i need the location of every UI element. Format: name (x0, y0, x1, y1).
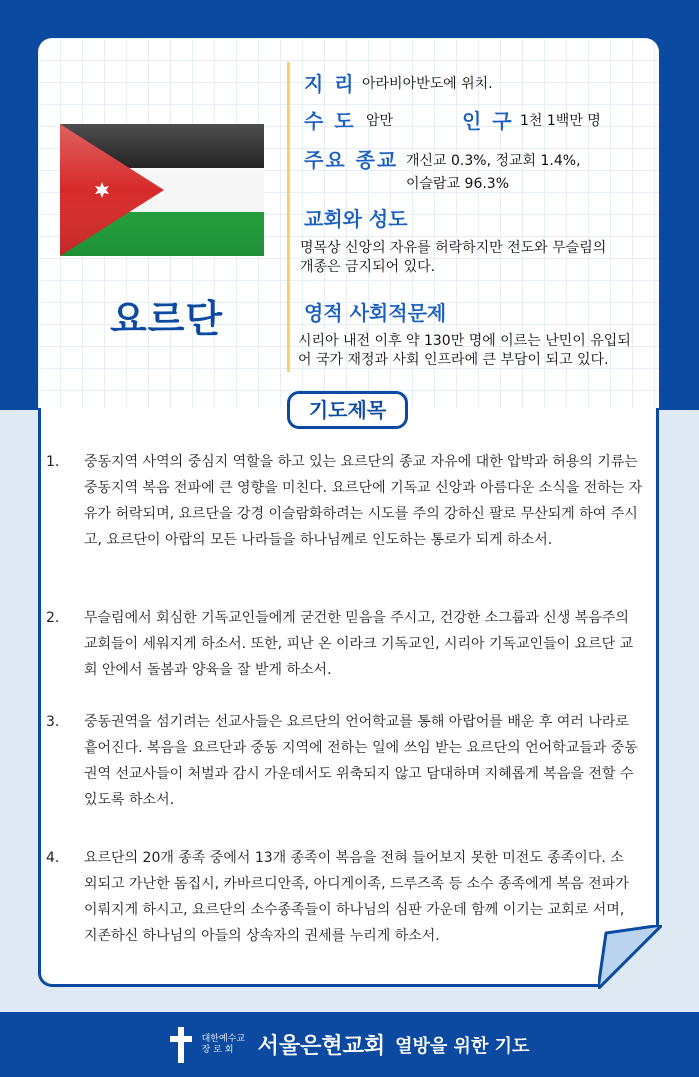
prayer-item-text: 요르단의 20개 종족 중에서 13개 종족이 복음을 전혀 들어보지 못한 미전도 종족이다. 소외되고 가난한 돔집시, 카바르디안족, 아디게이족, 드루즈족 등 소수 종족에게 복음 전파가 이뤄지게 하시고, 요르단의 소수종족들이 하나님의 심판 가운데 함께 이기는 교회로 서며, 지존하신 하나님의 아들의 상속자의 권세를 누리게 하소서. (84, 850, 629, 944)
religion-value-line1: 개신교 0.3%, 정교회 1.4%, (406, 153, 581, 169)
prayer-item-text: 중동권역을 섬기려는 선교사들은 요르단의 언어학교를 통해 아랍어를 배운 후 여러 나라로 흩어진다. 복음을 요르단과 중동 지역에 전하는 일에 쓰임 받는 요르단의 언어학교들과 중동권역 선교사들이 처벌과 감시 가운데서도 위축되지 않고 담대하며 지혜롭게 복음을 전할 수 있도록 하소서. (84, 714, 638, 808)
footer-tagline: 열방을 위한 기도 (395, 1035, 530, 1057)
church-text-line1: 명목상 신앙의 자유를 허락하지만 전도와 무슬림의 (300, 240, 607, 256)
country-name: 요르단 (110, 297, 224, 341)
prayer-title: 기도제목 (287, 391, 408, 429)
religion-label: 주요 종교 (304, 148, 399, 172)
denomination-line2: 장 로 회 (201, 1044, 234, 1055)
population-value: 1천 1백만 명 (520, 113, 601, 129)
church-name: 서울은현교회 (257, 1034, 386, 1059)
capital-label: 수 도 (304, 109, 356, 133)
church-label: 교회와 성도 (304, 207, 408, 231)
footer (0, 1012, 699, 1077)
jordan-flag (60, 124, 264, 256)
cross-icon (170, 1027, 192, 1063)
prayer-item (46, 845, 631, 949)
social-label: 영적 사회적문제 (304, 301, 447, 325)
denomination-label (202, 1034, 248, 1056)
denomination-line1: 대한예수교 (201, 1033, 246, 1044)
capital-value: 암만 (366, 113, 394, 129)
prayer-item (46, 605, 646, 683)
social-text-line2: 어 국가 재정과 사회 인프라에 큰 부담이 되고 있다. (298, 352, 609, 368)
prayer-item (46, 709, 646, 813)
prayer-item-text: 무슬림에서 회심한 기독교인들에게 굳건한 믿음을 주시고, 건강한 소그룹과 신생 복음주의 교회들이 세워지게 하소서. 또한, 피난 온 이라크 기독교인, 시리아 기독교인들이 요르단 교회 안에서 돌봄과 양육을 잘 받게 하소서. (84, 610, 634, 678)
church-text-line2: 개종은 금지되어 있다. (300, 259, 436, 275)
population-label: 인 구 (462, 109, 514, 133)
geography-value: 아라비아반도에 위치. (362, 76, 493, 92)
geography-label: 지 리 (304, 72, 356, 96)
prayer-item-number: 2. (46, 610, 60, 626)
prayer-item-number: 4. (46, 850, 60, 866)
prayer-item-text: 중동지역 사역의 중심지 역할을 하고 있는 요르단의 종교 자유에 대한 압박과 허용의 기류는 중동지역 복음 전파에 큰 영향을 미친다. 요르단에 기독교 신앙과 아름다운 소식을 전하는 자유가 허락되며, 요르단을 강경 이슬람화하려는 시도를 주의 강하신 팔로 무산되게 하여 주시고, 요르단이 아랍의 모든 나라들을 하나님께로 인도하는 통로가 되게 하소서. (84, 454, 643, 548)
social-text-line1: 시리아 내전 이후 약 130만 명에 이르는 난민이 유입되 (298, 333, 631, 349)
religion-value-line2: 이슬람교 96.3% (406, 176, 510, 192)
prayer-item-number: 3. (46, 714, 60, 730)
prayer-item-number: 1. (46, 454, 60, 470)
prayer-item (46, 449, 646, 553)
divider-line (287, 62, 290, 372)
